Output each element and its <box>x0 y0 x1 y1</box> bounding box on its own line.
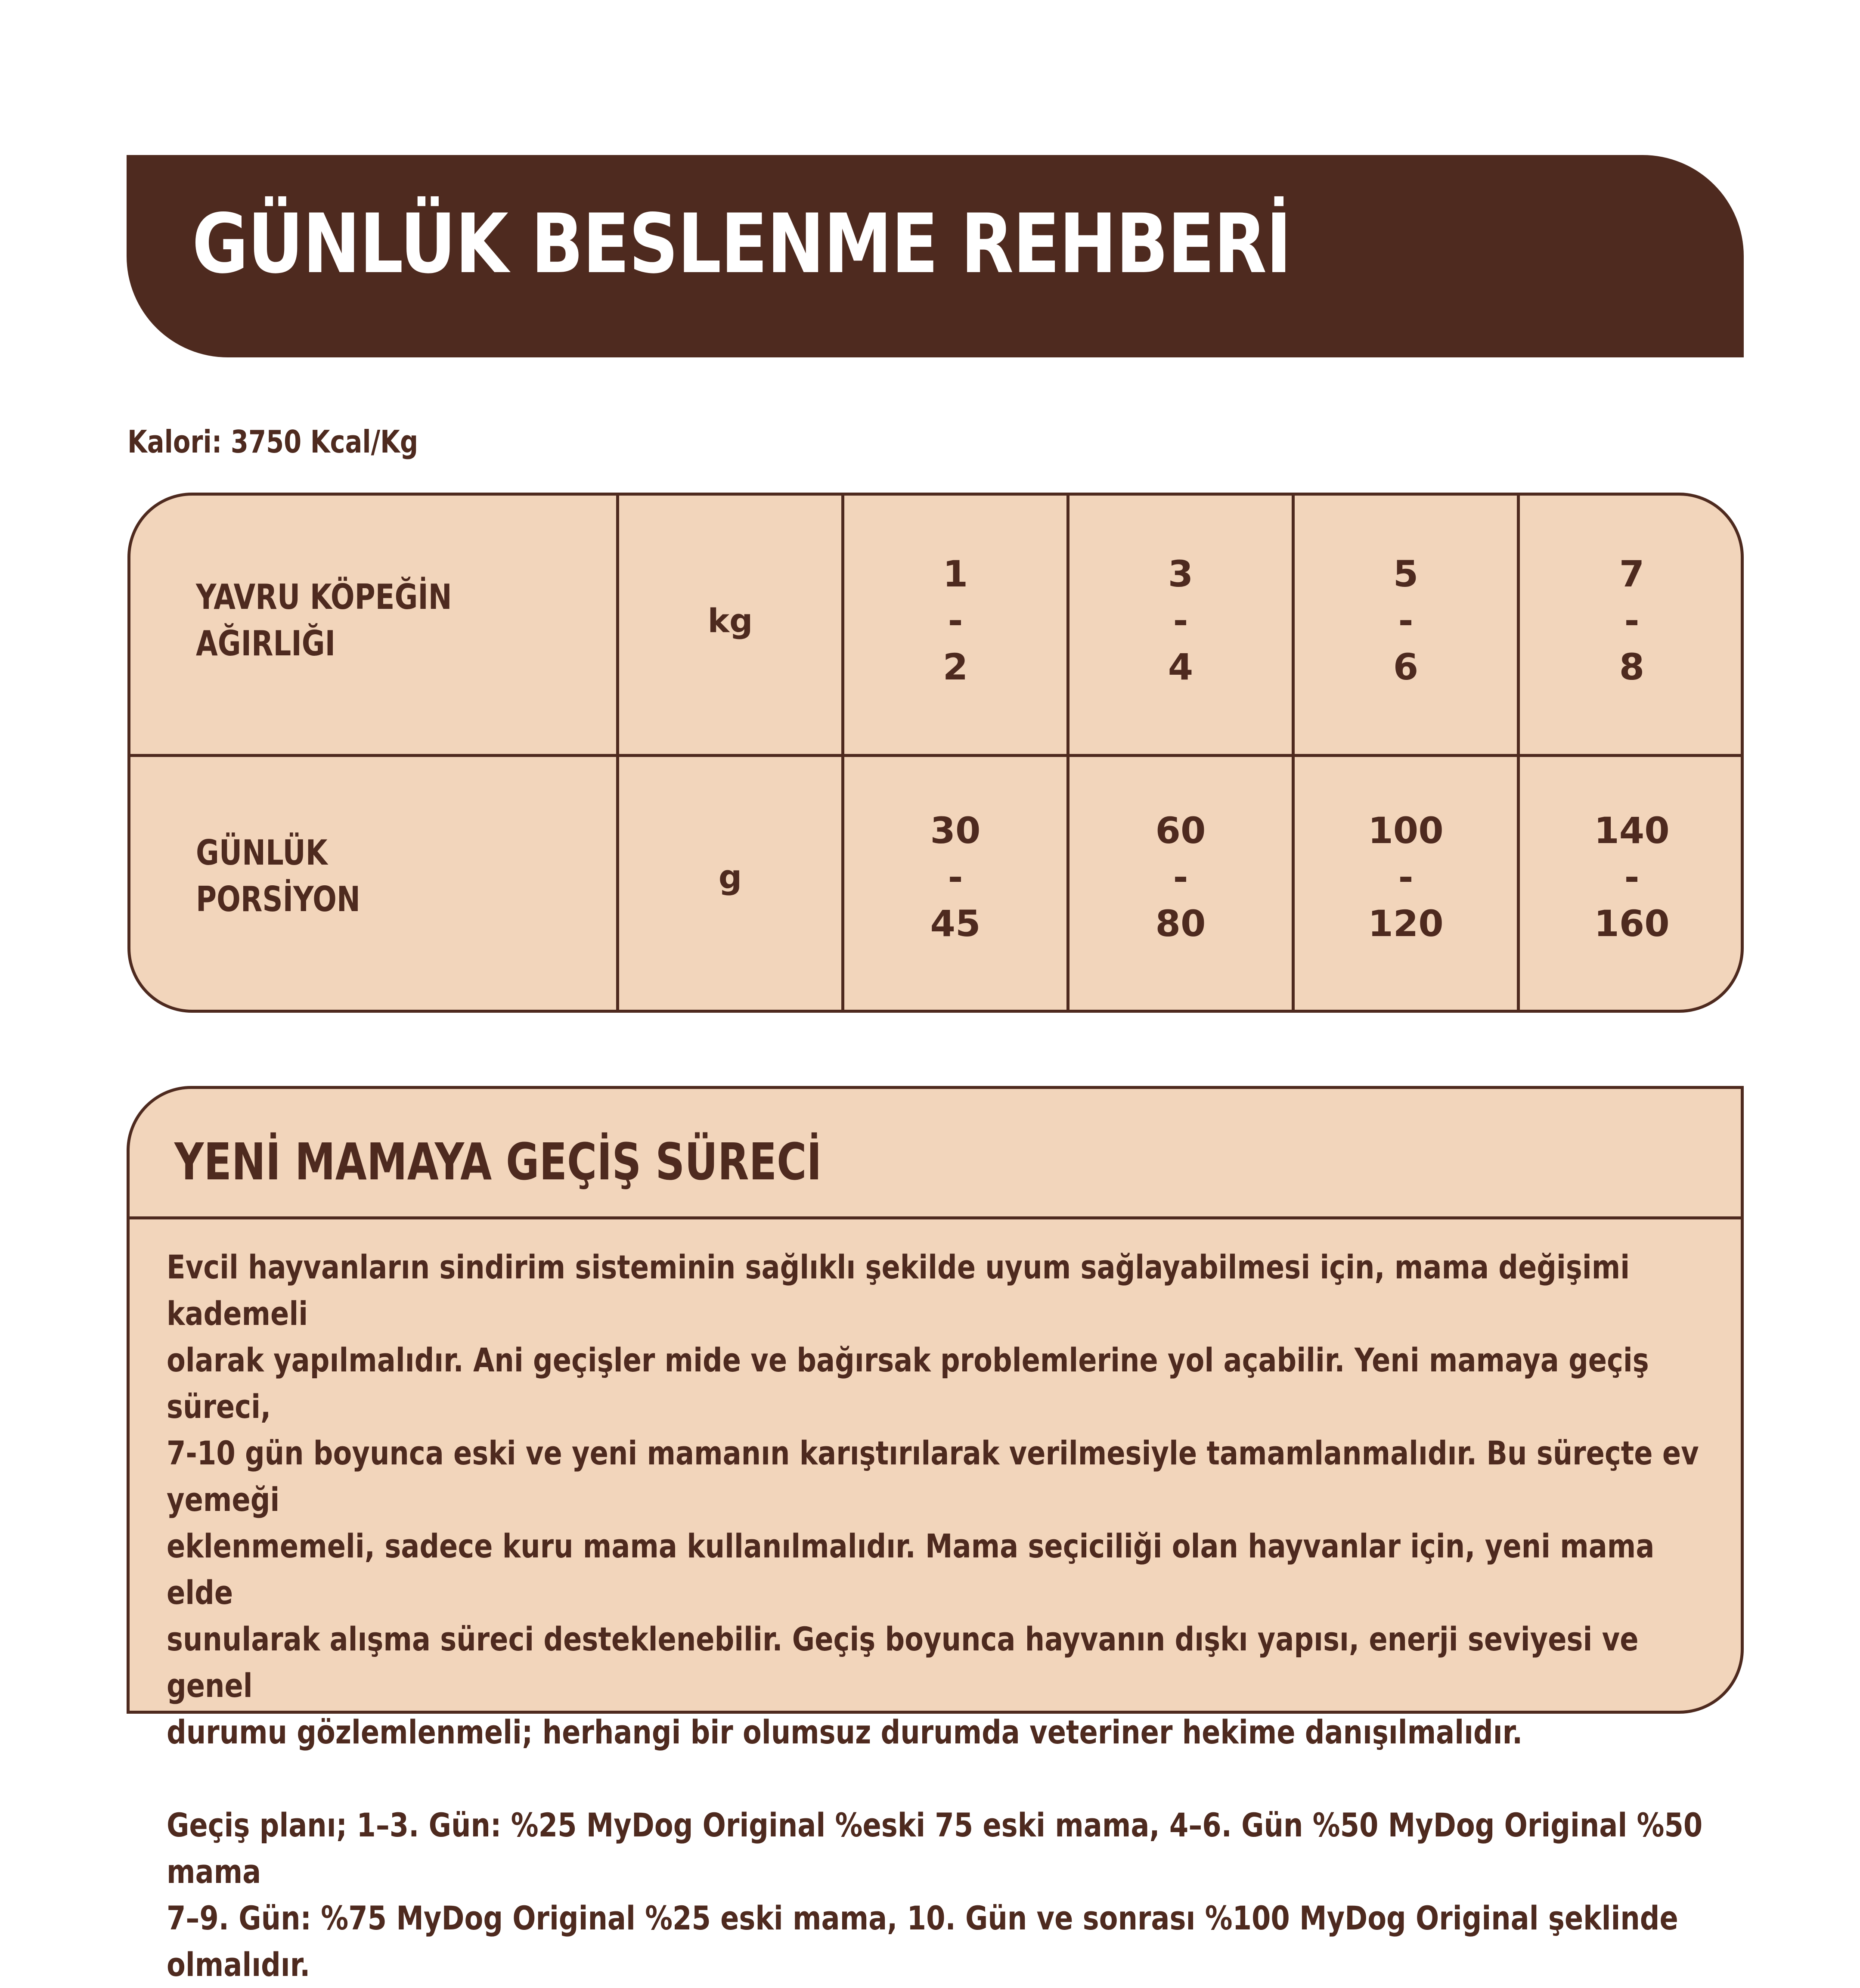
range-from: 1 <box>942 553 968 595</box>
range-from: 100 <box>1368 809 1444 852</box>
row-divider <box>130 754 1741 757</box>
range-from: 7 <box>1619 553 1645 595</box>
range-to: 160 <box>1594 902 1670 945</box>
range-from: 3 <box>1168 553 1194 595</box>
value-cell <box>1295 757 1517 1010</box>
unit-label: g <box>718 858 742 896</box>
page-title: GÜNLÜK BESLENME REHBERİ <box>192 196 1291 292</box>
range-from: 30 <box>930 809 981 852</box>
transition-title: YENİ MAMAYA GEÇİŞ SÜRECİ <box>174 1132 822 1191</box>
column-divider <box>1517 496 1520 1010</box>
row-label-line: PORSİYON <box>196 879 360 919</box>
range-from: 5 <box>1393 553 1419 595</box>
range-separator: - <box>1624 599 1640 642</box>
feeding-table <box>127 493 1744 1013</box>
range-to: 80 <box>1155 902 1206 945</box>
value-cell <box>844 757 1066 1010</box>
column-divider <box>1066 496 1070 1010</box>
transition-plan: Geçiş planı; 1–3. Gün: %25 MyDog Original %eski 75 eski mama, 4–6. Gün %50 MyDog Original %50 mama 7–9. Gün: %75 MyDog Original %25 eski mama, 10. Gün ve sonrası %100 MyDog Original şeklinde olmalıdır. <box>167 1806 1703 1984</box>
header-banner <box>127 155 1744 357</box>
range-to: 6 <box>1393 646 1419 688</box>
value-cell <box>1520 757 1744 1010</box>
calorie-info: Kalori: 3750 Kcal/Kg <box>127 424 418 460</box>
transition-panel <box>127 1086 1744 1984</box>
range-separator: - <box>948 599 963 642</box>
value-cell <box>844 496 1066 754</box>
range-separator: - <box>1173 599 1188 642</box>
range-separator: - <box>1398 599 1414 642</box>
unit-cell <box>619 757 841 1010</box>
column-divider <box>1292 496 1295 1010</box>
column-divider <box>616 496 619 1010</box>
row-label-line: GÜNLÜK <box>196 833 328 873</box>
row-label-line: AĞIRLIĞI <box>196 623 336 664</box>
column-divider <box>841 496 844 1010</box>
row-label-weight <box>196 574 452 667</box>
range-separator: - <box>1173 856 1188 898</box>
range-to: 120 <box>1368 902 1444 945</box>
value-cell <box>1070 757 1292 1010</box>
range-to: 45 <box>930 902 981 945</box>
transition-paragraph: Evcil hayvanların sindirim sisteminin sağlıklı şekilde uyum sağlayabilmesi için, mama değişimi kademeli olarak yapılmalıdır. Ani geçişler mide ve bağırsak problemlerine yol açabilir. Yeni mamaya geçiş süreci, 7-10 gün boyunca eski ve yeni mamanın karıştırılarak verilmesiyle tamamlanmalıdır. Bu süreçte ev yemeği eklenmemeli, sadece kuru mama kullanılmalıdır. Mama seçiciliği olan hayvanlar için, yeni mama elde sunularak alışma süreci desteklenebilir. Geçiş boyunca hayvanın dışkı yapısı, enerji seviyesi ve genel durumu gözlemlenmeli; herhangi bir olumsuz durumda veteriner hekime danışılmalıdır. <box>167 1248 1699 1751</box>
range-separator: - <box>948 856 963 898</box>
range-from: 140 <box>1594 809 1670 852</box>
range-to: 8 <box>1619 646 1645 688</box>
range-separator: - <box>1398 856 1414 898</box>
transition-body <box>167 1244 1707 1988</box>
value-cell <box>1520 496 1744 754</box>
value-cell <box>1295 496 1517 754</box>
range-to: 4 <box>1168 646 1194 688</box>
row-label-portion <box>196 830 360 923</box>
row-label-line: YAVRU KÖPEĞİN <box>196 577 452 617</box>
transition-divider <box>130 1216 1741 1219</box>
range-separator: - <box>1624 856 1640 898</box>
unit-cell <box>619 496 841 754</box>
range-from: 60 <box>1155 809 1206 852</box>
range-to: 2 <box>942 646 968 688</box>
unit-label: kg <box>707 601 753 640</box>
value-cell <box>1070 496 1292 754</box>
